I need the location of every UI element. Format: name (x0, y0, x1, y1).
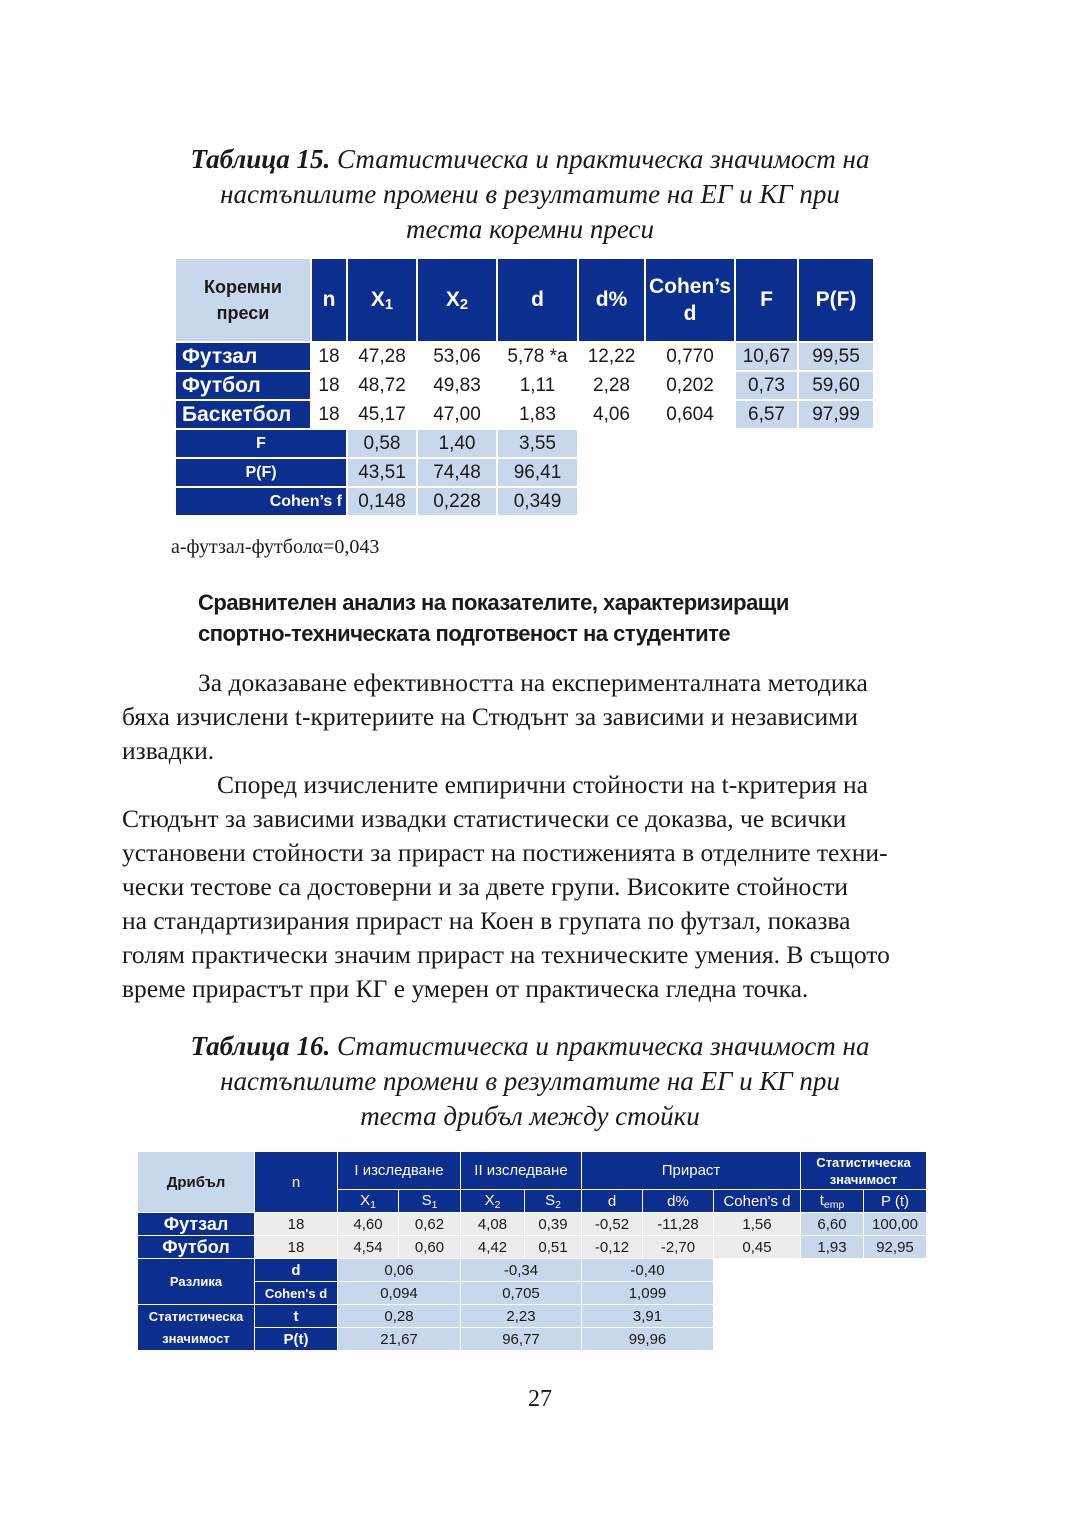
table16-cell-dpct: -11,28 (643, 1213, 714, 1236)
table16-cell-s2: 0,51 (525, 1236, 582, 1259)
table16-cell-s2: 0,39 (525, 1213, 582, 1236)
table15-cell-x2: 47,00 (417, 400, 497, 429)
table15-bottom-x2: 0,228 (417, 487, 497, 516)
table16-header-n: n (255, 1152, 338, 1213)
table16-caption-title: Статистическа и практическа значимост на (330, 1031, 870, 1061)
table15-cell-pf: 59,60 (798, 371, 874, 400)
table16-cell-d: -0,12 (582, 1236, 643, 1259)
table16-empty (714, 1259, 927, 1282)
table16-diff-label: Разлика (138, 1259, 255, 1305)
table15-empty (578, 429, 874, 458)
table15-cell-n: 18 (311, 342, 347, 371)
table15-header-x1: $X_1$ (347, 258, 417, 342)
table15-bottom-label: P(F) (175, 458, 347, 487)
table16-diff-c: 1,099 (582, 1282, 714, 1305)
table15-cell-cohen: 0,770 (645, 342, 735, 371)
table16-diff-sub-label: Cohen's d (255, 1282, 338, 1305)
table15-bottom-d: 0,349 (497, 487, 578, 516)
table15-bottom-label: Cohen’s f (175, 487, 347, 516)
table16-cell-x1: 4,60 (338, 1213, 399, 1236)
table16-cell-temp: 6,60 (801, 1213, 864, 1236)
paragraph-2-line1: Според изчислените емпирични стойности на t-критерия на (217, 770, 868, 799)
table16-caption-line2: настъпилите промени в резултатите на ЕГ и КГ при (220, 1066, 840, 1096)
table15-header-n: n (311, 258, 347, 342)
table16-cell-dpct: -2,70 (643, 1236, 714, 1259)
table16-cell-s1: 0,60 (399, 1236, 461, 1259)
table16-header-gain: Прираст (582, 1152, 801, 1190)
table15-caption-line3: теста коремни преси (405, 214, 655, 244)
table16-sig-sub-label: t (255, 1305, 338, 1328)
table15-row-basketball (175, 400, 874, 429)
table16-sig-row-t (138, 1305, 927, 1328)
table16-diff-b: 0,705 (461, 1282, 582, 1305)
table15-row-football (175, 371, 874, 400)
table16-header-row1 (138, 1152, 927, 1190)
table16-sig-row-pt (138, 1328, 927, 1351)
section-heading (198, 587, 789, 649)
table15-cell-dpct: 2,28 (578, 371, 645, 400)
table15-bottom-d: 3,55 (497, 429, 578, 458)
table15-cell-pf: 99,55 (798, 342, 874, 371)
paragraph-2-line6: голям практически значим прираст на техническите умения. В същото (122, 940, 890, 969)
table15 (174, 257, 875, 517)
table16-empty (714, 1282, 927, 1305)
table15-row-label: Футбол (175, 371, 311, 400)
table16-sig-b: 96,77 (461, 1328, 582, 1351)
table16-sig-a: 21,67 (338, 1328, 461, 1351)
table16-header-study2: II изследване (461, 1152, 582, 1190)
paragraph-2-line2: Стюдънт за зависими извадки статистически се доказва, че всички (122, 804, 847, 833)
table15-cell-x1: 47,28 (347, 342, 417, 371)
table16-diff-row-d (138, 1259, 927, 1282)
table16-empty (714, 1305, 927, 1328)
table16-empty (714, 1328, 927, 1351)
table15-cell-d: 1,11 (497, 371, 578, 400)
table16-row-football (138, 1236, 927, 1259)
paragraph-2-line4: чески тестове са достоверни и за двете групи. Високите стойности (122, 872, 848, 901)
table16-cell-x1: 4,54 (338, 1236, 399, 1259)
table15-row-label: Футзал (175, 342, 311, 371)
table16-cell-x2: 4,42 (461, 1236, 525, 1259)
table16-sig-c: 3,91 (582, 1305, 714, 1328)
table16-row-futsal (138, 1213, 927, 1236)
table15-caption-line2: настъпилите промени в резултатите на ЕГ и КГ при (220, 179, 840, 209)
table16-cell-cohen: 1,56 (714, 1213, 801, 1236)
paragraph-2-line5: на стандартизирания прираст на Коен в групата по футзал, показва (122, 906, 851, 935)
table15-header-f: F (735, 258, 798, 342)
table15-bottom-x2: 1,40 (417, 429, 497, 458)
table16-diff-a: 0,094 (338, 1282, 461, 1305)
table16-cell-pt: 100,00 (864, 1213, 927, 1236)
paragraph-1-line3: извадки. (122, 736, 215, 765)
table15-empty (578, 458, 874, 487)
table15-row-pf (175, 458, 874, 487)
section-heading-line2: спортно-техническата подготвеност на студентите (198, 621, 731, 646)
table15-cell-f: 10,67 (735, 342, 798, 371)
table16-cell-pt: 92,95 (864, 1236, 927, 1259)
table15-row-label: Баскетбол (175, 400, 311, 429)
table16-header-dpct: d% (643, 1190, 714, 1213)
table15-cell-n: 18 (311, 400, 347, 429)
table15-cell-f: 6,57 (735, 400, 798, 429)
table15-empty (578, 487, 874, 516)
table15-caption-number: Таблица 15. (190, 144, 331, 174)
table15-header-corner: Коремни преси (175, 258, 311, 342)
table16-sig-c: 99,96 (582, 1328, 714, 1351)
table15-cell-x1: 48,72 (347, 371, 417, 400)
table15-bottom-x1: 0,58 (347, 429, 417, 458)
table15-cell-d: 1,83 (497, 400, 578, 429)
table15-bottom-x2: 74,48 (417, 458, 497, 487)
table16-header-corner: Дрибъл (138, 1152, 255, 1213)
table16-sig-b: 2,23 (461, 1305, 582, 1328)
table15-header-dpct: d% (578, 258, 645, 342)
table15-header-row (175, 258, 874, 342)
table15-bottom-d: 96,41 (497, 458, 578, 487)
table16 (137, 1151, 927, 1351)
table16-cell-d: -0,52 (582, 1213, 643, 1236)
table15-header-d: d (497, 258, 578, 342)
page-number: 27 (528, 1386, 552, 1412)
section-heading-line1: Сравнителен анализ на показателите, характеризиращи (198, 590, 789, 615)
table16-sig-a: 0,28 (338, 1305, 461, 1328)
table15-bottom-x1: 43,51 (347, 458, 417, 487)
table16-header-x1: $X_1$ (338, 1190, 399, 1213)
paragraph-1-line1: За доказаване ефективността на експерименталната методика (198, 668, 868, 697)
table16-diff-row-cohen (138, 1282, 927, 1305)
table16-header-s2: $S_2$ (525, 1190, 582, 1213)
table16-sig-label: Статистическа значимост (138, 1305, 255, 1351)
table15-cell-f: 0,73 (735, 371, 798, 400)
table16-header-x2: $X_2$ (461, 1190, 525, 1213)
table15-cell-cohen: 0,604 (645, 400, 735, 429)
table16-header-study1: I изследване (338, 1152, 461, 1190)
table15-cell-x1: 45,17 (347, 400, 417, 429)
table15-cell-pf: 97,99 (798, 400, 874, 429)
table15-header-pf: P(F) (798, 258, 874, 342)
table16-caption-line3: теста дрибъл между стойки (360, 1101, 700, 1131)
table16-diff-c: -0,40 (582, 1259, 714, 1282)
paragraph-1 (122, 666, 940, 768)
table16-cell-x2: 4,08 (461, 1213, 525, 1236)
table16-cell-cohen: 0,45 (714, 1236, 801, 1259)
table16-cell-temp: 1,93 (801, 1236, 864, 1259)
table16-caption-number: Таблица 16. (190, 1031, 331, 1061)
table16-header-pt: P (t) (864, 1190, 927, 1213)
table15-bottom-label: F (175, 429, 347, 458)
paragraph-1-line2: бяха изчислени t-критериите на Стюдънт за зависими и независими (122, 702, 858, 731)
table15-cell-x2: 53,06 (417, 342, 497, 371)
table15-row-f (175, 429, 874, 458)
table15-caption (150, 142, 910, 247)
table15-caption-title: Статистическа и практическа значимост на (330, 144, 870, 174)
table16-row-label: Футзал (138, 1213, 255, 1236)
table16-header-d: d (582, 1190, 643, 1213)
table16-header-stat: Статистическа значимост (801, 1152, 927, 1190)
table16-caption (150, 1029, 910, 1134)
table15-cell-dpct: 12,22 (578, 342, 645, 371)
table16-diff-a: 0,06 (338, 1259, 461, 1282)
table15-header-cohen: Cohen’s d (645, 258, 735, 342)
table16-header-cohen: Cohen's d (714, 1190, 801, 1213)
paragraph-2-line7: време прирастът при КГ е умерен от практическа гледна точка. (122, 974, 809, 1003)
table16-cell-n: 18 (255, 1236, 338, 1259)
table15-cell-dpct: 4,06 (578, 400, 645, 429)
table15-row-cohenf (175, 487, 874, 516)
table16-row-label: Футбол (138, 1236, 255, 1259)
table15-cell-d: 5,78 *а (497, 342, 578, 371)
table16-cell-s1: 0,62 (399, 1213, 461, 1236)
table16-header-s1: $S_1$ (399, 1190, 461, 1213)
table15-bottom-x1: 0,148 (347, 487, 417, 516)
table15-cell-x2: 49,83 (417, 371, 497, 400)
paragraph-2 (122, 768, 940, 1006)
table16-sig-sub-label: P(t) (255, 1328, 338, 1351)
paragraph-2-line3: установени стойности за прираст на постиженията в отделните техни- (122, 838, 888, 867)
table15-cell-cohen: 0,202 (645, 371, 735, 400)
table15-footnote: а-футзал-футболα=0,043 (171, 536, 380, 558)
table16-diff-b: -0,34 (461, 1259, 582, 1282)
table15-cell-n: 18 (311, 371, 347, 400)
table15-header-x2: $X_2$ (417, 258, 497, 342)
table15-row-futsal (175, 342, 874, 371)
table16-cell-n: 18 (255, 1213, 338, 1236)
table16-diff-sub-label: d (255, 1259, 338, 1282)
table16-header-temp: $t_{emp}$ (801, 1190, 864, 1213)
